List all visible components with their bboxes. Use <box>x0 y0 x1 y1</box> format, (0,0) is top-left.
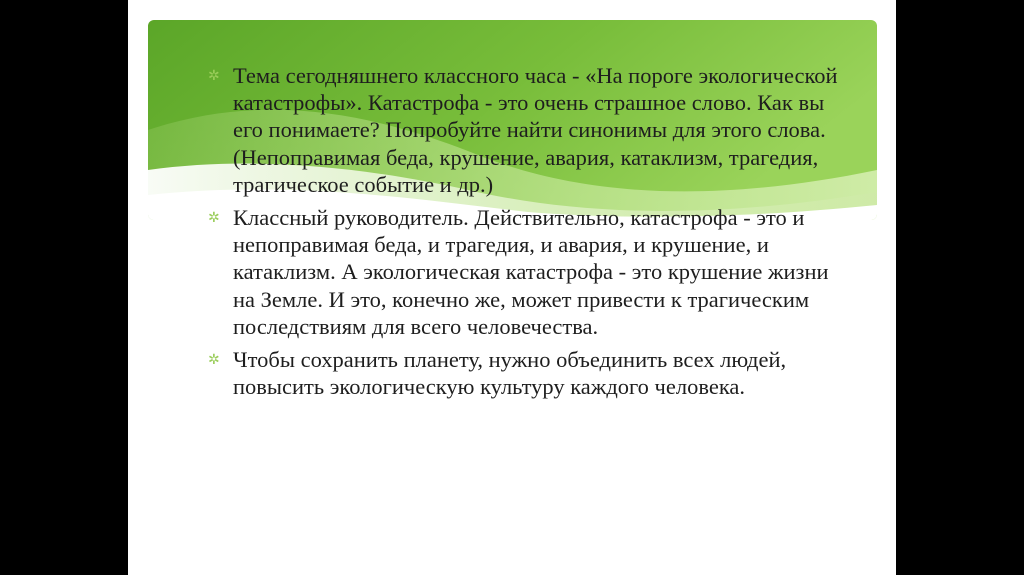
asterisk-bullet-icon: ✲ <box>208 352 220 369</box>
bullet-text: Тема сегодняшнего классного часа - «На пороге экологической катастрофы». Катастрофа - это очень страшное слово. Как вы его понимаете? Попробуйте найти синонимы для этого слова. (Непоправимая беда, крушение, авария, катаклизм, трагедия, трагическое событие и др.) <box>233 63 838 197</box>
bullet-text: Классный руководитель. Действительно, катастрофа - это и непоправимая беда, и трагедия, и авария, и крушение, и катаклизм. А экологическая катастрофа - это крушение жизни на Земле. И это, конечно же, может привести к трагическим последствиям для всего человечества. <box>233 205 829 339</box>
bullet-list <box>208 62 848 406</box>
list-item <box>208 62 848 198</box>
bullet-text: Чтобы сохранить планету, нужно объединить всех людей, повысить экологическую культуру каждого человека. <box>233 347 787 400</box>
list-item <box>208 346 848 400</box>
slide <box>128 0 896 575</box>
list-item <box>208 204 848 340</box>
asterisk-bullet-icon: ✲ <box>208 68 220 84</box>
asterisk-bullet-icon: ✲ <box>208 210 220 227</box>
